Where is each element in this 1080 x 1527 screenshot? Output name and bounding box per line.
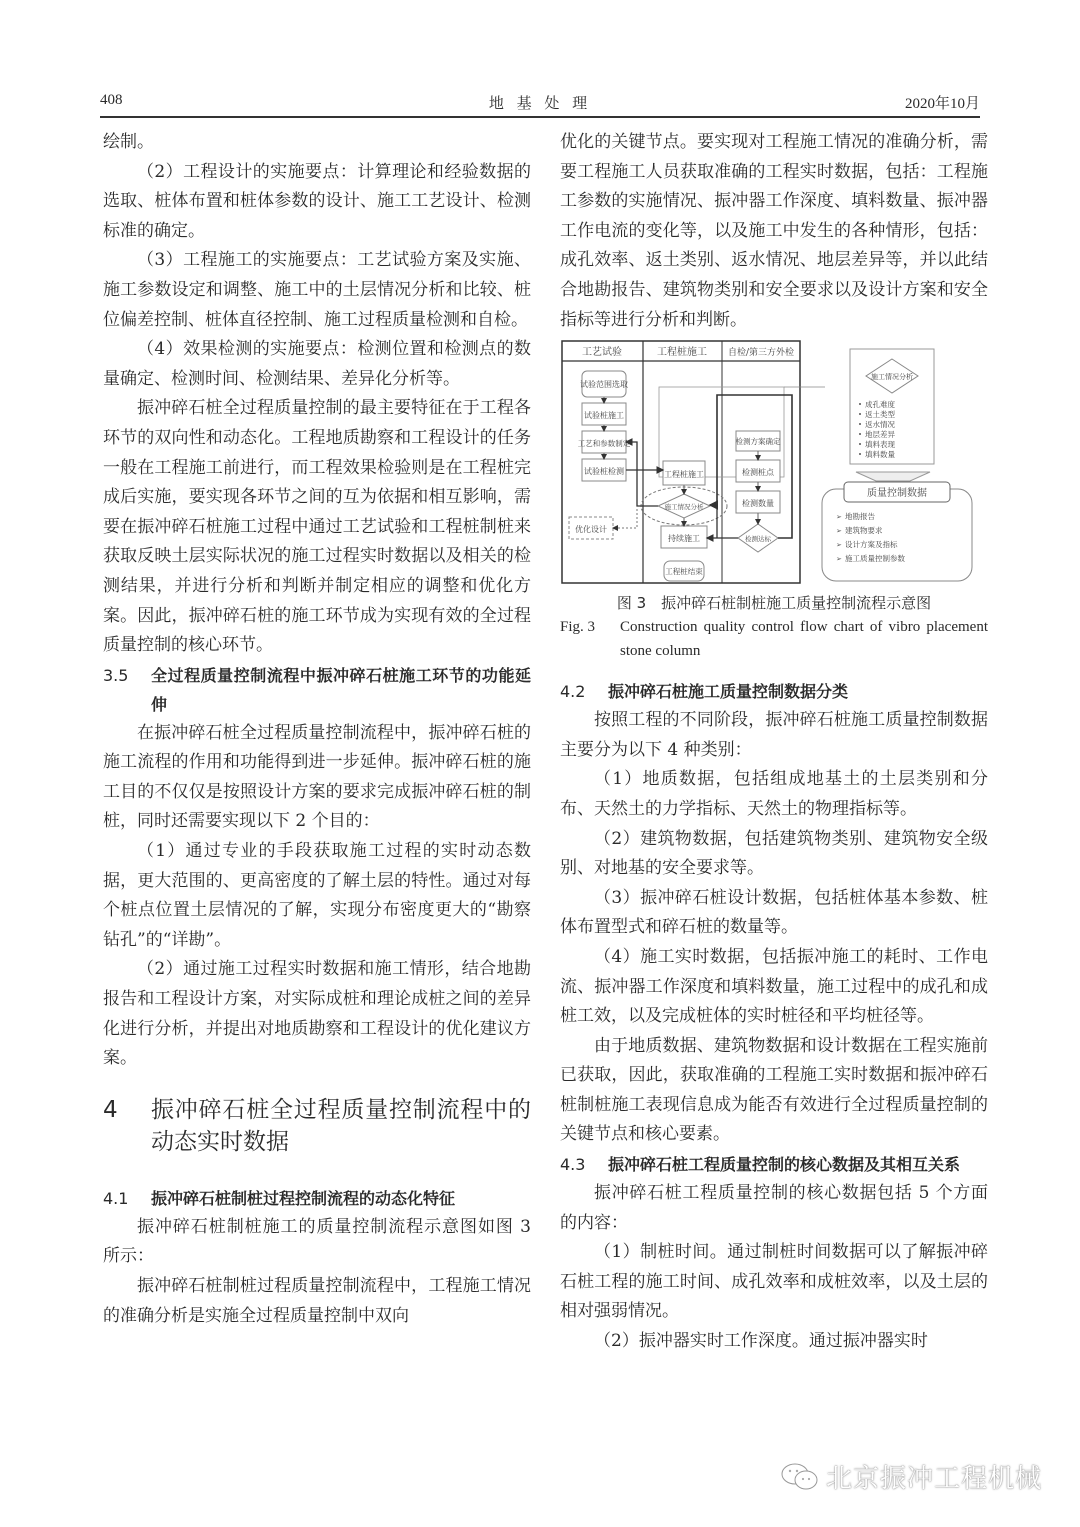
analysis-item: 成孔难度 [865, 400, 895, 410]
svg-text:➢: ➢ [836, 527, 842, 536]
page-header [100, 92, 980, 118]
qc-item: 建筑物要求 [845, 526, 883, 536]
watermark-text: 北京振冲工程机械 [826, 1464, 1043, 1494]
flow-label: 优化设计 [575, 525, 607, 535]
caption-en-label: Fig. 3 [560, 619, 596, 636]
flow-label: 检测桩点 [742, 468, 774, 478]
paragraph: 振冲碎石桩工程质量控制的核心数据包括 5 个方面的内容： [560, 1183, 988, 1233]
watermark [780, 1458, 1042, 1495]
caption-en [560, 615, 988, 663]
paragraph: （1）通过专业的手段获取施工过程的实时动态数据，更大范围的、更高密度的了解土层的特性。通过对每个桩点位置土层情况的了解，实现分布密度更大的“勘察钻孔”的“详勘”。 [103, 841, 531, 950]
section-title: 振冲碎石桩全过程质量控制流程中的动态实时数据 [151, 1096, 531, 1155]
analysis-item: 返水情况 [865, 420, 895, 430]
caption-zh: 图 3 振冲碎石桩制桩施工质量控制流程示意图 [616, 594, 932, 613]
paragraph: （4）效果检测的实施要点：检测位置和检测点的数量确定、检测时间、检测结果、差异化分析等。 [103, 339, 531, 389]
paragraph: 振冲碎石桩制桩施工的质量控制流程示意图如图 3 所示： [103, 1216, 531, 1267]
paragraph: 优化的关键节点。要实现对工程施工情况的准确分析，需要工程施工人员获取准确的工程实时数据，包括：工程施工参数的实施情况、振冲器工作深度、填料数量、振冲器工作电流的变化等，以及施工中发生的各种情形，包括：成孔效率、返土类别、返水情况、地层差异等，并以此结合地勘报告、建筑物类别和安全要求以及设计方案和安全指标等进行分析和判断。 [560, 132, 988, 330]
qc-item: 施工质量控制参数 [845, 554, 905, 564]
figure-caption [560, 591, 988, 663]
qc-item: 地勘报告 [845, 512, 875, 522]
down-arrow [856, 472, 930, 481]
journal-name: 地 基 处 理 [488, 94, 592, 112]
wechat-icon [780, 1461, 820, 1493]
page-number: 408 [100, 92, 123, 108]
analysis-item: 地层差异 [865, 430, 895, 440]
right-column [560, 128, 988, 1357]
section-title: 振冲碎石桩制桩过程控制流程的动态化特征 [151, 1188, 456, 1208]
lane-title: 自检/第三方外检 [727, 348, 795, 359]
paragraph: 振冲碎石桩制桩过程质量控制流程中，工程施工情况的准确分析是实施全过程质量控制中双向 [103, 1276, 531, 1326]
svg-text:➢: ➢ [836, 555, 842, 564]
issue-date: 2020年10月 [904, 96, 980, 112]
analysis-item: 返土类型 [865, 410, 895, 420]
section-heading-4-2 [560, 677, 988, 706]
paragraph: （3）振冲碎石桩设计数据，包括桩体基本参数、桩体布置型式和碎石桩的数量等。 [560, 887, 988, 938]
section-title: 全过程质量控制流程中振冲碎石桩施工环节的功能延伸 [151, 665, 531, 714]
caption-en-text: Construction quality control flow chart of vibro placement stone column [620, 619, 988, 660]
paragraph: 振冲碎石桩全过程质量控制的最主要特征在于工程各环节的双向性和动态化。工程地质勘察和工程设计的任务一般在工程施工前进行，而工程效果检验则是在工程桩完成后实施，要实现各环节之间的互为依据和相互影响，需要在振冲碎石桩施工过程中通过工艺试验和工程桩制桩来获取反映土层实际状况的施工过程实时数据以及相关的检测结果，并进行分析和判断并制定相应的调整和优化方案。因此，振冲碎石桩的施工环节成为实现有效的全过程质量控制的核心环节。 [103, 398, 531, 656]
section-number: 3.5 [103, 665, 129, 685]
left-column [103, 128, 531, 1331]
flow-label: 试验桩检测 [584, 467, 624, 477]
figure-3-flowchart [560, 339, 990, 587]
paragraph: （2）通过施工过程实时数据和施工情形，结合地勘报告和工程设计方案，对实际成桩和理论成桩之间的差异化进行分析，并提出对地质勘察和工程设计的优化建议方案。 [103, 959, 531, 1069]
section-heading-4-3 [560, 1150, 988, 1179]
section-title: 振冲碎石桩施工质量控制数据分类 [608, 682, 849, 702]
flow-label: 工艺和参数制定 [577, 439, 631, 449]
flow-label: 持续施工 [668, 534, 700, 544]
flow-label: 工程桩结束 [665, 567, 703, 577]
flow-label: 工程桩施工 [664, 470, 704, 480]
flow-label: 检测达标 [745, 535, 771, 544]
section-number: 4.3 [560, 1155, 586, 1175]
flow-label: 试验范围选取 [580, 380, 628, 390]
paragraph: （1）地质数据，包括组成地基土的土层类别和分布、天然土的力学指标、天然土的物理指标等。 [560, 769, 988, 819]
flow-label: 施工情况分析 [871, 373, 913, 382]
section-number: 4.1 [103, 1188, 129, 1208]
paragraph: 绘制。 [103, 132, 154, 152]
section-number: 4 [103, 1096, 118, 1123]
lane-title: 工程桩施工 [657, 347, 707, 359]
paragraph: （2）工程设计的实施要点：计算理论和经验数据的选取、桩体布置和桩体参数的设计、施工工艺设计、检测标准的确定。 [103, 161, 531, 241]
qc-title: 质量控制数据 [867, 488, 927, 500]
lane-title: 工艺试验 [582, 347, 622, 359]
svg-text:➢: ➢ [836, 541, 842, 550]
qc-item: 设计方案及指标 [845, 540, 898, 550]
qc-data-box [822, 489, 972, 581]
section-title: 振冲碎石桩工程质量控制的核心数据及其相互关系 [608, 1155, 961, 1175]
section-heading-4-1 [103, 1184, 531, 1213]
paragraph: （2）建筑物数据，包括建筑物类别、建筑物安全级别、对地基的安全要求等。 [560, 828, 988, 879]
paragraph: 在振冲碎石桩全过程质量控制流程中，振冲碎石桩的施工流程的作用和功能得到进一步延伸。振冲碎石桩的施工目的不仅仅是按照设计方案的要求完成振冲碎石桩的制桩，同时还需要实现以下 2 个目的： [103, 722, 531, 832]
paragraph: 按照工程的不同阶段，振冲碎石桩施工质量控制数据主要分为以下 4 种类别： [560, 710, 988, 760]
paragraph: （3）工程施工的实施要点：工艺试验方案及实施、施工参数设定和调整、施工中的土层情况分析和比较、桩位偏差控制、桩体直径控制、施工过程质量检测和自检。 [103, 250, 531, 330]
flow-label: 检测数量 [742, 499, 774, 509]
paragraph: （1）制桩时间。通过制桩时间数据可以了解振冲碎石桩工程的施工时间、成孔效率和成桩效率，以及土层的相对强弱情况。 [560, 1242, 988, 1322]
section-heading-3-5 [103, 661, 531, 719]
section-number: 4.2 [560, 682, 586, 702]
analysis-item: 填料数量 [865, 450, 895, 460]
analysis-item: 填料表现 [865, 440, 895, 450]
flow-label: 试验桩施工 [584, 411, 624, 421]
svg-text:➢: ➢ [836, 513, 842, 522]
section-heading-4 [103, 1094, 531, 1158]
flow-label: 施工情况分析 [664, 503, 704, 512]
paragraph: 由于地质数据、建筑物数据和设计数据在工程实施前已获取，因此，获取准确的工程施工实时数据和振冲碎石桩制桩施工表现信息成为能否有效进行全过程质量控制的关键节点和核心要素。 [560, 1035, 988, 1145]
paragraph: （4）施工实时数据，包括振冲施工的耗时、工作电流、振冲器工作深度和填料数量，施工过程中的成孔和成桩工效，以及完成桩体的实时桩径和平均桩径等。 [560, 946, 988, 1027]
flow-label: 检测方案确定 [735, 437, 781, 447]
paragraph: （2）振冲器实时工作深度。通过振冲器实时 [594, 1331, 928, 1352]
